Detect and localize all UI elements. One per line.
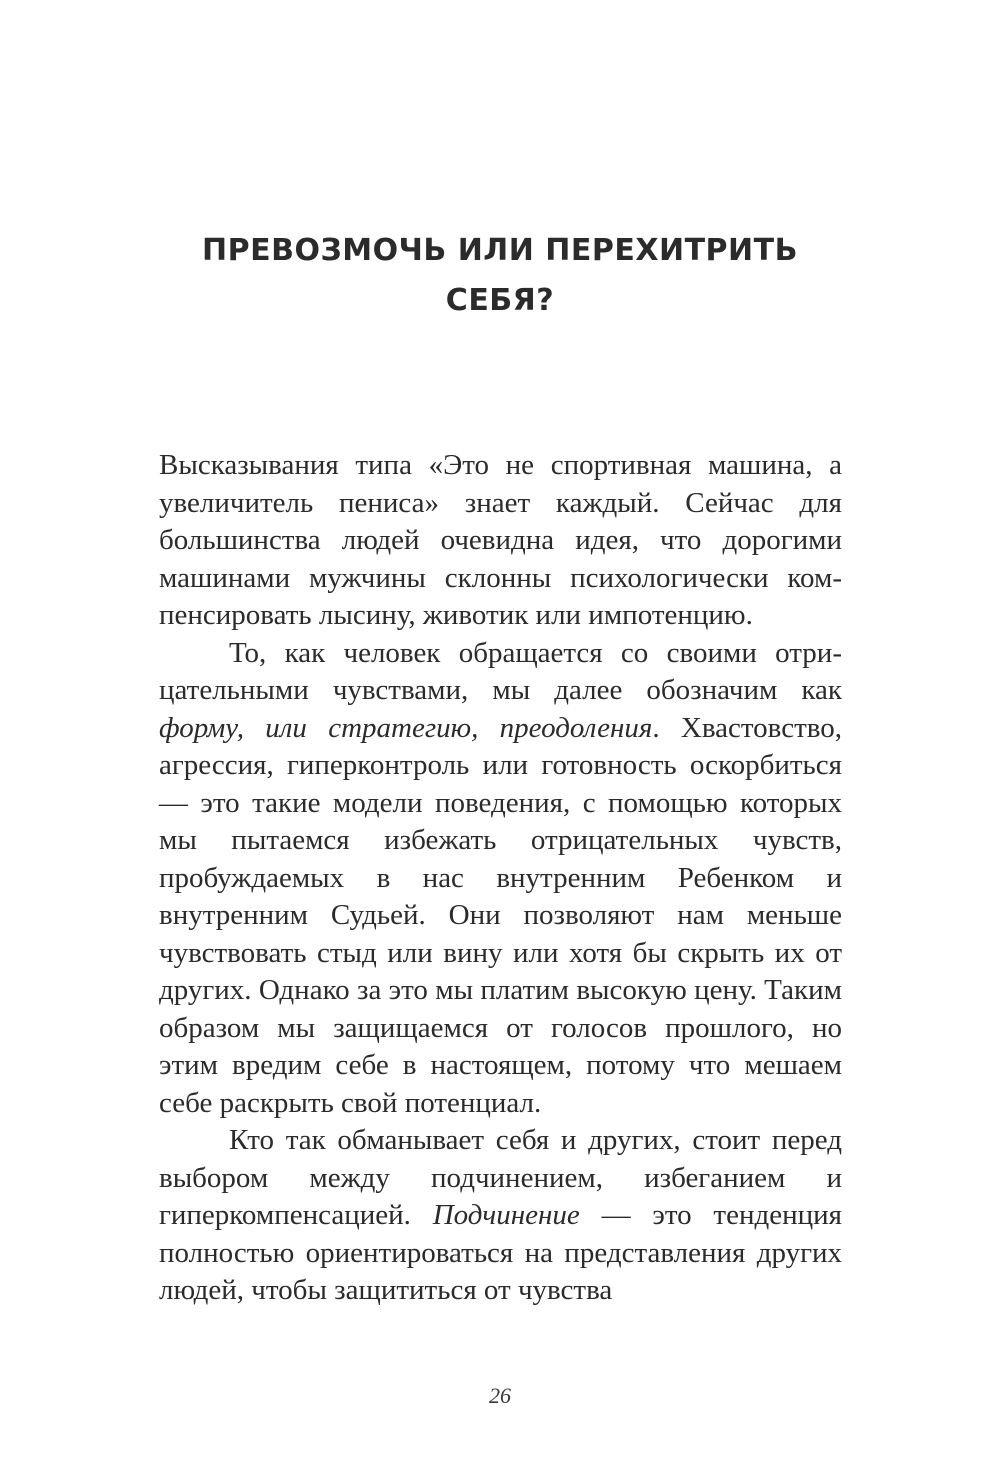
paragraph-2-text-end: . Хвастовство, агрессия, гиперконтроль или готовность оскорбиться — это такие модели поведения, с помощью которых мы пытаемся избежать отрицательных чувств, пробуждаемых в нас внутренним Ребенком и внутренним Судьей. Они позволяют нам меньше чувствовать стыд или вину или хотя бы скрыть их от других. Однако за это мы платим высокую цену. Таким образом мы защищаемся от голосов прошлого, но этим вредим себе в настоящем, потому что мешаем себе раскрыть свой потенциал.	[159, 711, 842, 1119]
page-number: 26	[489, 1383, 511, 1408]
paragraph-2-text-start: То, как человек обращается со своими отрицательными чувствами, мы далее обозначим как	[159, 636, 842, 706]
paragraph-3-italic-term: Подчинение	[432, 1199, 580, 1231]
paragraph-3	[159, 1122, 842, 1310]
paragraph-2	[159, 635, 842, 1123]
chapter-title-line-1: ПРЕВОЗМОЧЬ ИЛИ ПЕРЕХИТРИТЬ	[202, 233, 798, 268]
chapter-title-line-2: СЕБЯ?	[445, 283, 555, 318]
chapter-title	[0, 226, 1000, 326]
body-text	[159, 447, 842, 1310]
paragraph-3-text-start: Кто так обманывает себя и других, стоит перед выбором между подчинением, избеганием и гиперкомпенсацией.	[159, 1124, 842, 1231]
paragraph-1: Высказывания типа «Это не спортивная машина, а увеличитель пениса» знает каждый. Сейчас для большинства людей очевидна идея, что дорогими машинами мужчины склонны психологически компенсировать лысину, животик или импотенцию.	[159, 449, 842, 631]
paragraph-2-italic-term: форму, или стратегию, преодоления	[159, 711, 653, 744]
paragraph-3-text-end: — это тенденция полностью ориентироваться на представления других людей, чтобы защититься от чувства	[159, 1199, 842, 1306]
